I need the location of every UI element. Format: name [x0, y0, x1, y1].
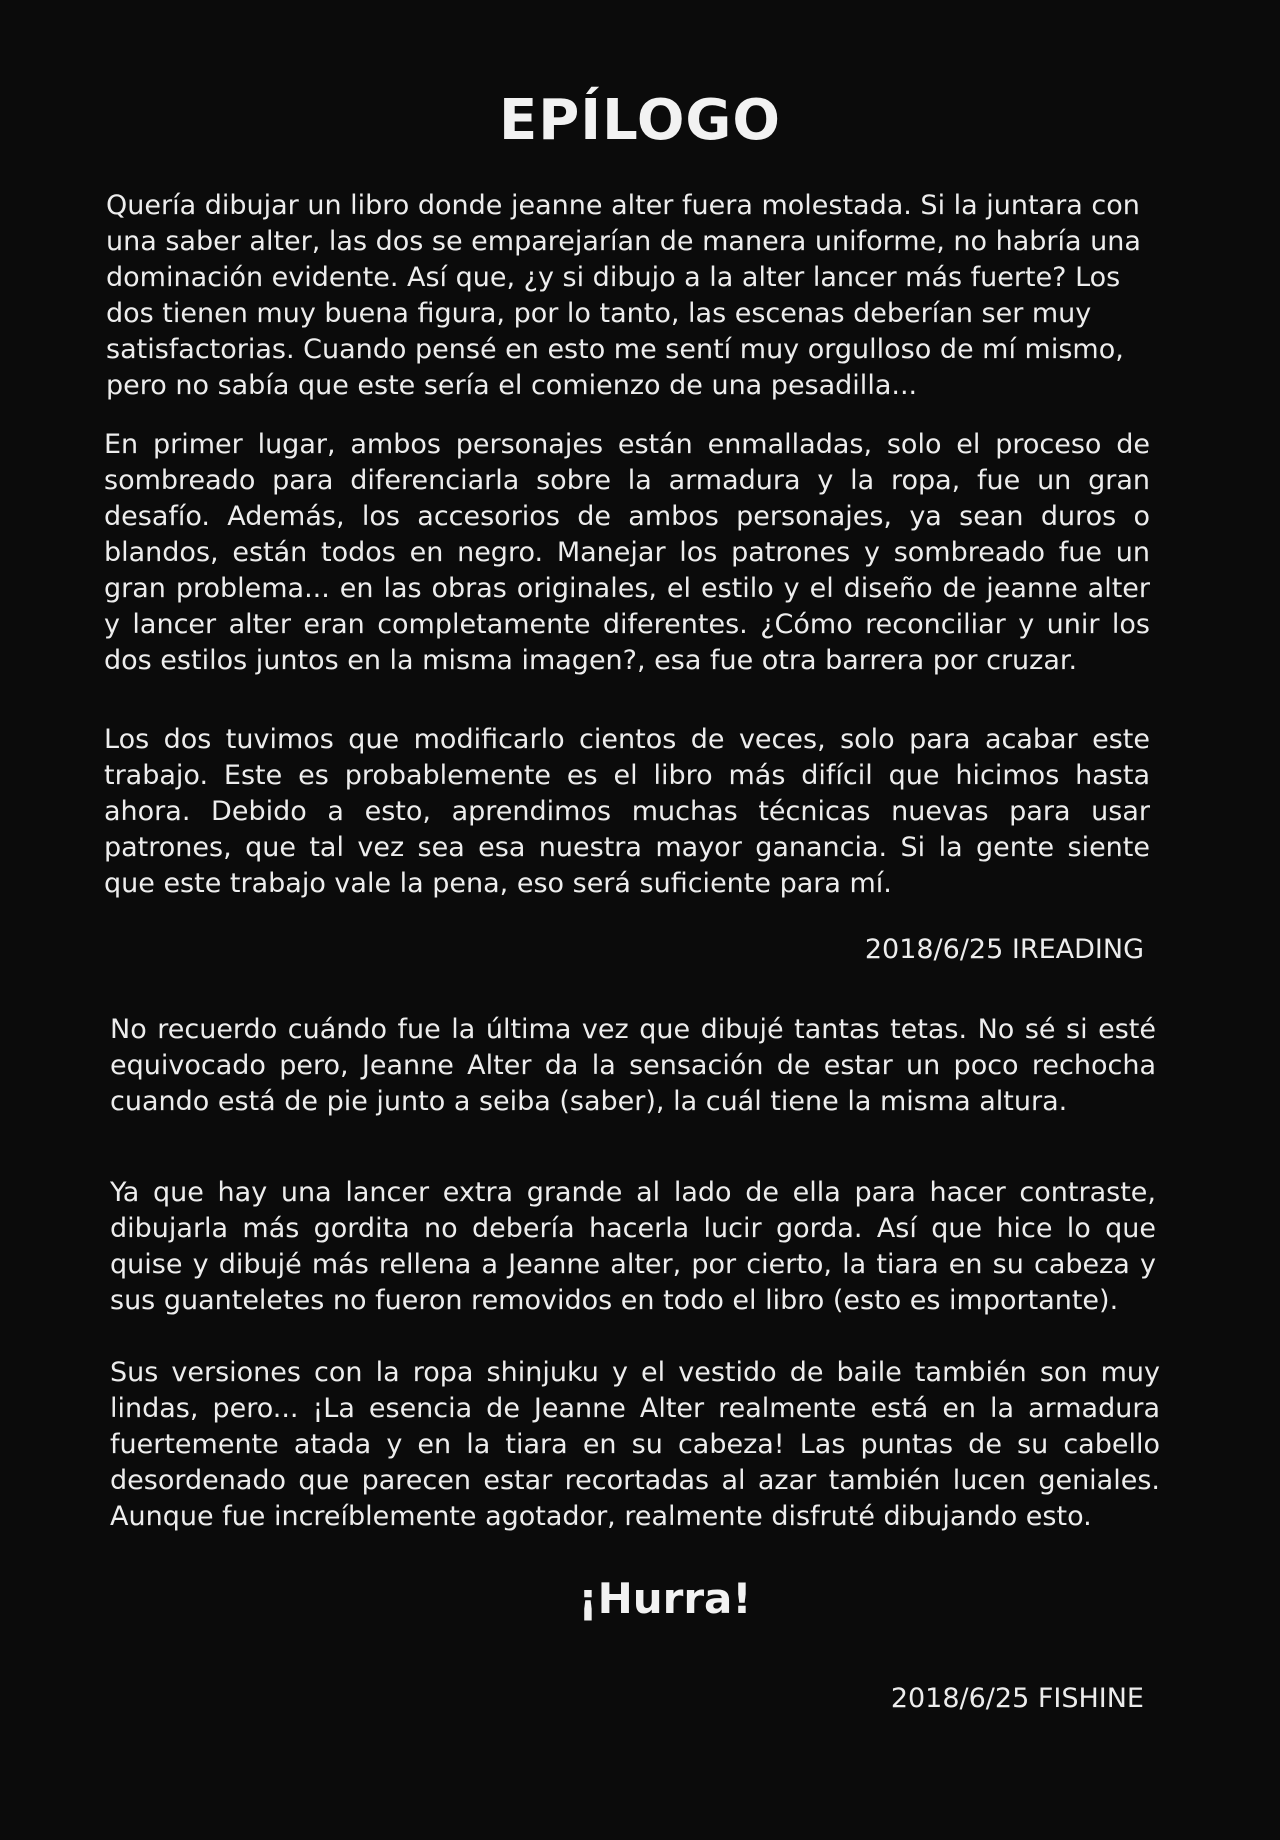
- signature-ireading: 2018/6/25 IREADING: [864, 934, 1144, 965]
- paragraph-intro: Quería dibujar un libro donde jeanne alter fuera molestada. Si la juntara con una saber alter, las dos se emparejarían de manera uniforme, no habría una dominación evidente. Así que, ¿y si dibujo a la alter lancer más fuerte? Los dos tienen muy buena figura, por lo tanto, las escenas deberían ser muy satisfactorias. Cuando pensé en esto me sentí muy orgulloso de mí mismo, pero no sabía que este sería el comienzo de una pesadilla...: [106, 190, 1141, 401]
- page-title: EPÍLOGO: [499, 88, 781, 153]
- paragraph-memory: No recuerdo cuándo fue la última vez que dibujé tantas tetas. No sé si esté equivocado pero, Jeanne Alter da la sensación de estar un poco rechocha cuando está de pie junto a seiba (saber), la cuál tiene la misma altura.: [110, 1014, 1156, 1117]
- paragraph-result: Los dos tuvimos que modificarlo cientos de veces, solo para acabar este trabajo. Este es probablemente es el libro más difícil que hicimos hasta ahora. Debido a esto, aprendimos muchas técnicas nuevas para usar patrones, que tal vez sea esa nuestra mayor ganancia. Si la gente siente que este trabajo vale la pena, eso será suficiente para mí.: [104, 724, 1150, 899]
- paragraph-contrast: Ya que hay una lancer extra grande al lado de ella para hacer contraste, dibujarla más gordita no debería hacerla lucir gorda. Así que hice lo que quise y dibujé más rellena a Jeanne alter, por cierto, la tiara en su cabeza y sus guanteletes no fueron removidos en todo el libro (esto es importante).: [110, 1177, 1156, 1316]
- paragraph-challenges: En primer lugar, ambos personajes están enmalladas, solo el proceso de sombreado para diferenciarla sobre la armadura y la ropa, fue un gran desafío. Además, los accesorios de ambos personajes, ya sean duros o blandos, están todos en negro. Manejar los patrones y sombreado fue un gran problema... en las obras originales, el estilo y el diseño de jeanne alter y lancer alter eran completamente diferentes. ¿Cómo reconciliar y unir los dos estilos juntos en la misma imagen?, esa fue otra barrera por cruzar.: [104, 429, 1150, 676]
- signature-fishine: 2018/6/25 FISHINE: [890, 1683, 1144, 1714]
- exclamation: ¡Hurra!: [578, 1574, 752, 1623]
- paragraph-versions: Sus versiones con la ropa shinjuku y el vestido de baile también son muy lindas, pero... ¡La esencia de Jeanne Alter realmente está en la armadura fuertemente atada y en la tiara en su cabeza! Las puntas de su cabello desordenado que parecen estar recortadas al azar también lucen geniales. Aunque fue increíblemente agotador, realmente disfruté dibujando esto.: [110, 1357, 1160, 1532]
